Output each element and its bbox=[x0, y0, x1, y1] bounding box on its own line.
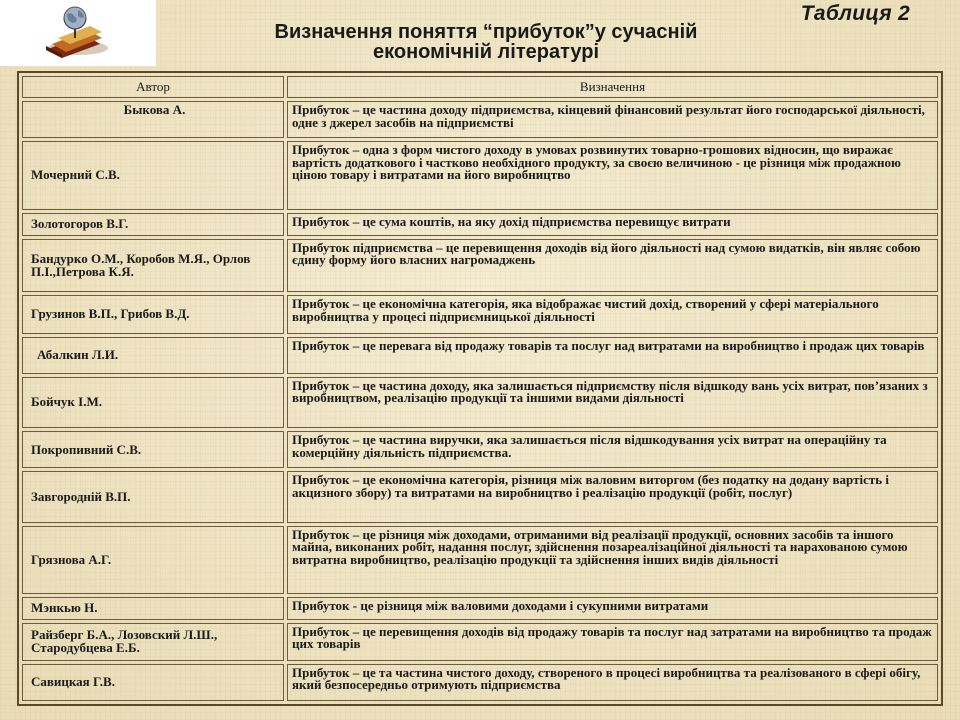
author-cell: Бойчук І.М. bbox=[22, 377, 284, 429]
author-cell: Савицкая Г.В. bbox=[22, 664, 284, 701]
definition-cell: Прибуток - це різниця між валовими доходами і сукупними витратами bbox=[287, 597, 938, 620]
author-cell: Быкова А. bbox=[22, 101, 284, 138]
author-cell: Мочерний С.В. bbox=[22, 141, 284, 210]
definition-cell: Прибуток – одна з форм чистого доходу в умовах розвинутих товарно-грошових відносин, що виражає вартість додаткового і частково необхідного продукту, за своєю величиною - це різниця між продажною ціною товару і витратами на його виробництво bbox=[287, 141, 938, 210]
table-row bbox=[22, 664, 938, 701]
definition-cell: Прибуток – це частина доходу підприємства, кінцевий фінансовий результат його господарської діяльності, одне з джерел засобів на підприємстві bbox=[287, 101, 938, 138]
table-row bbox=[22, 295, 938, 333]
globe-books-logo-icon bbox=[38, 4, 118, 62]
author-cell: Бандурко О.М., Коробов М.Я., Орлов П.І.,Петрова К.Я. bbox=[22, 239, 284, 293]
definitions-table-container bbox=[17, 71, 943, 706]
table-row bbox=[22, 337, 938, 374]
column-header-author: Автор bbox=[22, 76, 284, 98]
table-row bbox=[22, 213, 938, 236]
author-cell: Грязнова А.Г. bbox=[22, 526, 284, 594]
table-number-label: Таблиця 2 bbox=[800, 2, 910, 25]
definition-cell: Прибуток – це економічна категорія, різниця між валовим виторгом (без податку на додану вартість і акцизного збору) та витратами на виробництво і реалізацію продукції (робіт, послуг) bbox=[287, 471, 938, 523]
author-cell: Покропивний С.В. bbox=[22, 431, 284, 468]
table-row bbox=[22, 623, 938, 661]
author-cell: Райзберг Б.А., Лозовский Л.Ш., Стародубцева Е.Б. bbox=[22, 623, 284, 661]
definition-cell: Прибуток – це частина виручки, яка залишається після відшкодування усіх витрат на операційну та комерційну діяльність підприємства. bbox=[287, 431, 938, 468]
author-cell: Мэнкью Н. bbox=[22, 597, 284, 620]
table-row bbox=[22, 377, 938, 429]
title-line-2: економічній літературі bbox=[372, 41, 599, 63]
column-header-definition: Визначення bbox=[287, 76, 938, 98]
definition-cell: Прибуток – це частина доходу, яка залишається підприємству після відшкоду вань усіх витрат, пов’язаних з виробництвом, реалізацію продукції та іншими видами діяльності bbox=[287, 377, 938, 429]
author-cell: Завгородній В.П. bbox=[22, 471, 284, 523]
page-title bbox=[176, 22, 796, 62]
title-line-1: Визначення поняття “прибуток”у сучасній bbox=[274, 21, 698, 43]
definitions-table bbox=[19, 73, 941, 704]
table-row bbox=[22, 526, 938, 594]
table-row bbox=[22, 597, 938, 620]
definition-cell: Прибуток – це різниця між доходами, отриманими від реалізації продукції, основних засобів та іншого майна, виконаних робіт, надання послуг, здійснення позареалізаційної діяльності та нарахованою сумою витратна виробництво, реалізацію продукції та здійснення інших видів діяльності bbox=[287, 526, 938, 594]
table-row bbox=[22, 141, 938, 210]
author-cell: Абалкин Л.И. bbox=[22, 337, 284, 374]
table-row bbox=[22, 239, 938, 293]
definition-cell: Прибуток – це економічна категорія, яка відображає чистий дохід, створений у сфері матеріального виробництва у процесі підприємницької діяльності bbox=[287, 295, 938, 333]
author-cell: Грузинов В.П., Грибов В.Д. bbox=[22, 295, 284, 333]
table-row bbox=[22, 431, 938, 468]
table-row bbox=[22, 101, 938, 138]
definition-cell: Прибуток – це та частина чистого доходу, створеного в процесі виробництва та реалізованого в сфері обігу, який безпосередньо отримують підприємства bbox=[287, 664, 938, 701]
definition-cell: Прибуток – це перевага від продажу товарів та послуг над витратами на виробництво і продаж цих товарів bbox=[287, 337, 938, 374]
table-header-row bbox=[22, 76, 938, 98]
definition-cell: Прибуток – це перевищення доходів від продажу товарів та послуг над затратами на виробництво та продаж цих товарів bbox=[287, 623, 938, 661]
author-cell: Золотогоров В.Г. bbox=[22, 213, 284, 236]
definition-cell: Прибуток – це сума коштів, на яку дохід підприємства перевищує витрати bbox=[287, 213, 938, 236]
table-row bbox=[22, 471, 938, 523]
logo-area bbox=[0, 0, 156, 66]
definition-cell: Прибуток підприємства – це перевищення доходів від його діяльності над сумою видатків, він являє собою єдину форму його власних нагромаджень bbox=[287, 239, 938, 293]
